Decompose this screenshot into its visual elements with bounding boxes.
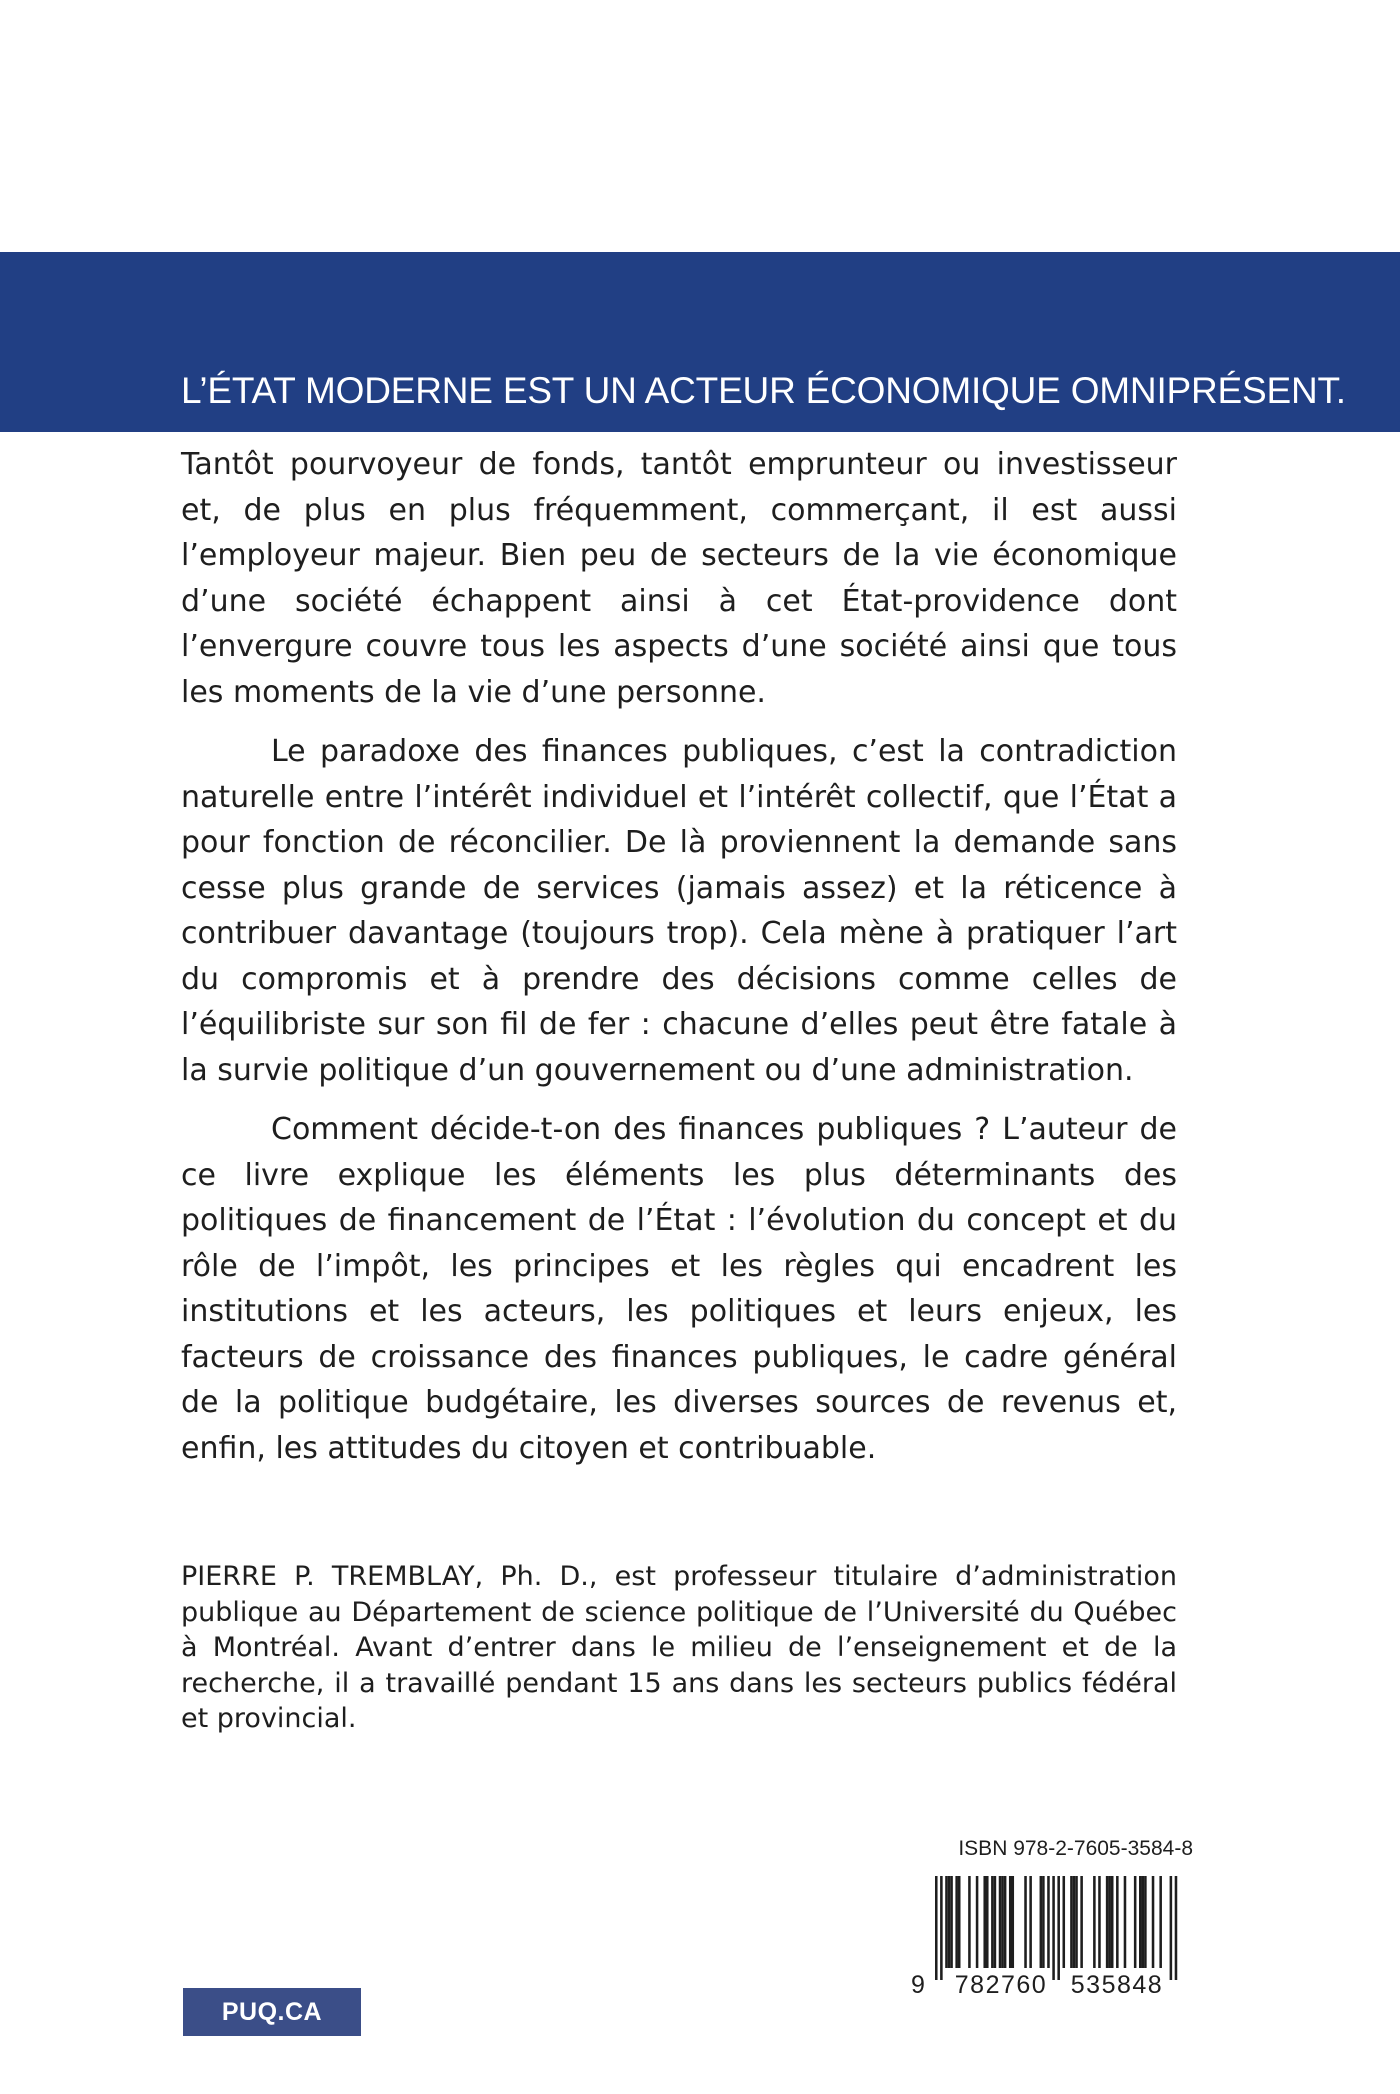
isbn-label: ISBN 978-2-7605-3584-8 [958,1837,1193,1860]
barcode-bar [1070,1876,1073,1968]
paragraph-3: Comment décide-t-on des finances publiques ? L’auteur de ce livre explique les éléments les plus déterminants des politiques de financement de l’État : l’évolution du concept et du rôle de l’impôt, les principes et les règles qui encadrent les institutions et les acteurs, les politiques et leurs enjeux, les facteurs de croissance des finances publiques, le cadre général de la politique budgétaire, les diverses sources de revenus et, enfin, les attitudes du citoyen et contribuable. [181,1112,1177,1466]
barcode-bar [948,1876,951,1968]
barcode-bar [1075,1876,1078,1968]
barcode-bar [1170,1876,1173,1980]
barcode-bar [1047,1876,1050,1968]
publisher-logo: PUQ.CA [183,1988,361,2036]
barcode-bar [1093,1876,1096,1968]
barcode-bar [1098,1876,1101,1968]
barcode-bar [1042,1876,1045,1968]
barcode-bar [1139,1876,1142,1968]
barcode-bar [1057,1876,1060,1980]
barcode-bar [994,1876,997,1968]
barcode-bar [1004,1876,1007,1968]
banner-title: L’ÉTAT MODERNE EST UN ACTEUR ÉCONOMIQUE OMNIPRÉSENT. [181,370,1346,411]
barcode-bar [1152,1876,1155,1968]
barcode-bar [1106,1876,1109,1968]
paragraph-1: Tantôt pourvoyeur de fonds, tantôt emprunteur ou investisseur et, de plus en plus fréquemment, commerçant, il est aussi l’employeur majeur. Bien peu de secteurs de la vie économique d’une société échappent ainsi à cet État-providence dont l’envergure couvre tous les aspects d’une société ainsi que tous les moments de la vie d’une personne. [181,447,1177,710]
barcode-first-digit: 9 [911,1971,925,1996]
barcode-bar [1175,1876,1178,1980]
barcode-bar [955,1876,958,1968]
barcode-bar [945,1876,948,1968]
barcode-bars [935,1876,1177,1980]
barcode-bar [935,1876,938,1980]
barcode-bar [1134,1876,1137,1968]
barcode-bar [1124,1876,1127,1968]
barcode-bar [1024,1876,1027,1968]
barcode-bar [1052,1876,1055,1980]
barcode-bar [1012,1876,1015,1968]
barcode-bar [1142,1876,1145,1968]
barcode-bar [1116,1876,1119,1968]
barcode-bar [1063,1876,1066,1968]
barcode-bar [1108,1876,1111,1968]
barcode-bar [999,1876,1002,1968]
barcode-bar [1001,1876,1004,1968]
barcode-bar [1144,1876,1147,1968]
paragraph-2: Le paradoxe des finances publiques, c’est la contradiction naturelle entre l’intérêt individuel et l’intérêt collectif, que l’État a pour fonction de réconcilier. De là proviennent la demande sans cesse plus grande de services (jamais assez) et la réticence à contribuer davantage (toujours trop). Cela mène à pratiquer l’art du compromis et à prendre des décisions comme celles de l’équilibriste sur son fil de fer : chacune d’elles peut être fatale à la survie politique d’un gouvernement ou d’une administration. [181,734,1177,1088]
barcode-bar [986,1876,989,1968]
barcode [905,1876,1195,1996]
back-cover-text [181,442,1177,1485]
author-bio: PIERRE P. TREMBLAY, Ph. D., est professeur titulaire d’administration publique au Département de science politique de l’Université du Québec à Montréal. Avant d’entrer dans le milieu de l’enseignement et de la recherche, il a travaillé pendant 15 ans dans les secteurs publics fédéral et provincial. [181,1561,1177,1734]
barcode-bar [991,1876,994,1968]
barcode-bar [976,1876,979,1968]
barcode-bar [1111,1876,1114,1968]
barcode-bar [1080,1876,1083,1968]
barcode-bar [1009,1876,1012,1968]
barcode-bar [1029,1876,1032,1968]
barcode-left-digits: 782760 [954,1971,1048,1996]
barcode-bar [1159,1876,1162,1968]
barcode-bar [983,1876,986,1968]
barcode-bar [958,1876,961,1968]
barcode-bar [950,1876,953,1968]
barcode-bar [940,1876,943,1980]
barcode-right-digits: 535848 [1070,1971,1164,1996]
barcode-bar [968,1876,971,1968]
barcode-bar [1040,1876,1043,1968]
barcode-bar [1073,1876,1076,1968]
